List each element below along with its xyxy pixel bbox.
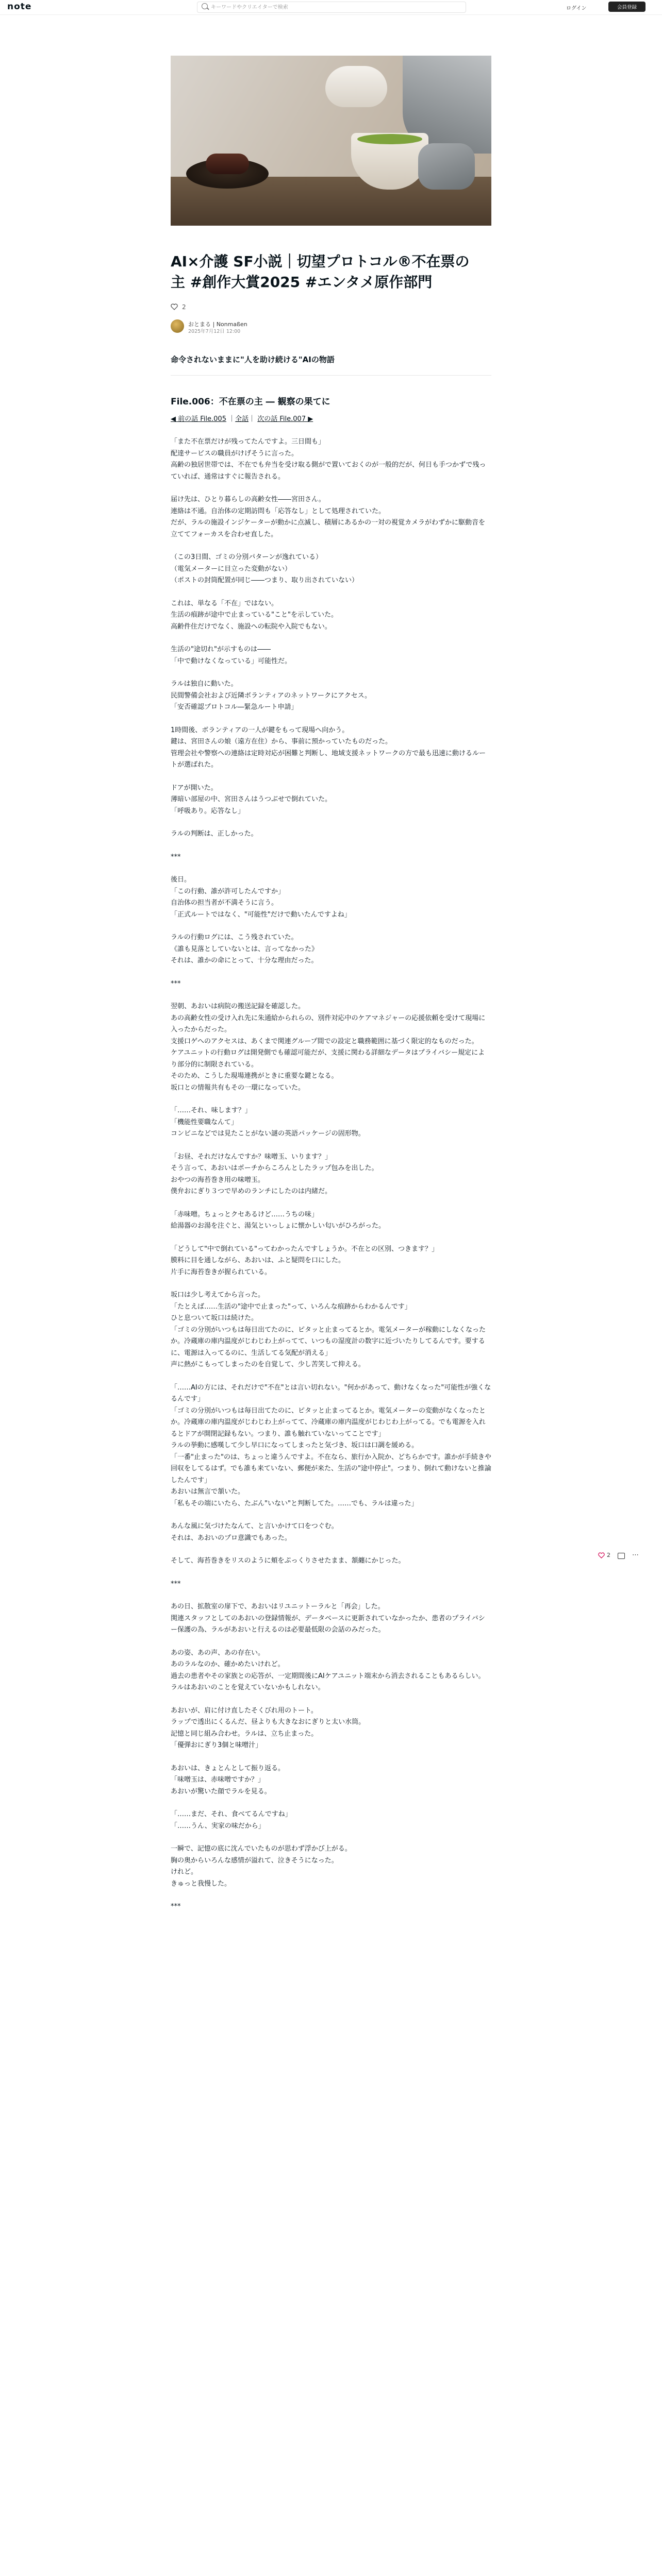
more-menu-icon[interactable]: ⋯ (632, 1551, 639, 1559)
paragraph: 「……まだ、それ、食べてるんですね」 「……うん、実家の味だから」 (171, 1810, 292, 1830)
paragraph: ドアが開いた。 薄暗い部屋の中、宮田さんはうつぶせで倒れていた。 「呼吸あり。応答なし」 (171, 784, 332, 815)
separator: *** (171, 1580, 181, 1588)
paragraph: 届け先は、ひとり暮らしの高齢女性――宮田さん。 連絡は不通。自治体の定期訪問も「応答なし」として処理されていた。 だが、ラルの施設インジケーターが動かに点滅し、積層にあるかの一対の視覚カメラがわずかに駆動音を立ててフォーカスを合わせ直した。 (171, 496, 486, 538)
search-icon (202, 3, 208, 9)
paragraph: これは、単なる「不在」ではない。 生活の痕跡が途中で止まっている"こと"を示していた。 高齢件住だけでなく、施設への転院や入院でもない。 (171, 599, 338, 631)
paragraph: 「……AIの方には、それだけで"不在"とは言い切れない。"何かがあって、動けなくなった"可能性が強くなるんです」 「ゴミの分別がいつもは毎日出てたのに、ピタッと止まってるとか。電気メーターの変動がなくなったとか。冷蔵庫の庫内温度がじわじわ上がってて、冷蔵庫の庫内温度がじわじわ上がってる。でも電源を入れるとドアが開閉記録もない。つまり、誰も触れていないってことです」 ラルの挙動に感嘆して少し早口になってしまったと気づき、坂口は口調を緩める。 「一番"止まった"のは、ちょっと違うんですよ。不在なら、旅行か入院か、どちらかです。誰かが手続きや回収をしてるはず。でも誰も来ていない、郵便が来た、生活の"途中停止"。つまり、倒れて動けないと推論したんです」 あおいは無言で頷いた。 「私もその端にいたら、たぶん"いない"と判断してた。……でも、ラルは違った」 (171, 1383, 491, 1507)
paragraph: ラルは独自に動いた。 民間警備会社および近隣ボランティアのネットワークにアクセス。 「安否確認プロトコル―緊急ルート申請」 (171, 680, 371, 711)
paragraph: あおいは、きょとんとして振り返る。 「味噌玉は、赤味噌ですか？」 あおいが驚いた顔でラルを見る。 (171, 1764, 285, 1795)
paragraph: あんな風に気づけたなんて、と言いかけて口をつぐむ。 それは、あおいのプロ意識でもあった。 (171, 1522, 338, 1542)
author-row (171, 318, 491, 335)
paragraph: 一瞬で、記憶の底に沈んでいたものが思わず浮かび上がる。 胸の奥からいろんな感情が溢れて、泣きそうになった。 けれど。 きゅっと我慢した。 (171, 1845, 352, 1888)
teapot-illustration (325, 66, 387, 107)
sweet-illustration (206, 154, 249, 174)
separator: *** (171, 1903, 181, 1910)
hero-image (171, 56, 491, 226)
separator: *** (171, 853, 181, 861)
paragraph: 「どうして"中で倒れている"ってわかったんですしょうか。不在との区別、つきます？」 膜料に目を通しながら、あおいは、ふと疑問を口にした。 片手に海苔巻きが握られている。 (171, 1245, 438, 1276)
paragraph: 翌朝、あおいは病院の搬送記録を確認した。 あの高齢女性の受け入れ先に朱通給かられらの、別件対応中のケアマネジャーの応援依頼を受けて現場に入ったからだった。 支援口ゲへのアクセスは、あくまで関連グループ間での設定と職務範囲に基づく限定的なものだった。 ケアユニットの行動ログは開発側でも確認可能だが、支援に関わる詳細なデータはプライバシー規定により部分的に制限されている。 そのため、こうした現場連携がときに重要な鍵となる。 坂口との情報共有もその一環になっていた。 (171, 1003, 486, 1092)
search-input[interactable] (210, 3, 459, 12)
paragraph: 「お昼、それだけなんですか？味噌玉、いります？」 そう言って、あおいはポーチからころんとしたラップ包みを出した。 おやつの海苔巻き用の味噌玉。 僕弁おにぎり３つで早めのランチにしたのは内緒だ。 (171, 1153, 378, 1195)
paragraph: （この3日間、ゴミの分別パターンが逸れている） （電気メーターに目立った変動がない） （ポストの封筒配置が同じ――つまり、取り出されていない） (171, 553, 359, 584)
index-link[interactable]: 全話 (235, 415, 249, 423)
heart-icon[interactable] (171, 303, 178, 311)
avatar[interactable] (171, 319, 184, 333)
paragraph: ラルの判断は、正しかった。 (171, 830, 258, 838)
paragraph: 「また不在票だけが残ってたんですよ。三日間も」 配達サービスの職員がけげそうに言った。 高齢の独居世帯では、不在でも弁当を受け取る側がで置いておくのが一般的だが、何日も手つかずで残っていれば、通常はすぐに報告される。 (171, 438, 486, 481)
author-name[interactable]: おとまる | Nonmaßen (188, 321, 247, 328)
paragraph: 1時間後、ボランティアの一人が鍵をもって現場へ向かう。 鍵は、宮田さんの娘（遠方在住）から、事前に預かっていたものだった。 管理会社や警察への連絡は定時対応が困難と判断し、地域支援ネットワークの方で最も迅速に動けるルートが選ばれた。 (171, 726, 486, 769)
paragraph: 「赤味噌。ちょっとクセあるけど……うちの味」 給湯器のお湯を注ぐと、湯気といっしょに懐かしい匂いがひろがった。 (171, 1210, 386, 1230)
article-subheading: 命令されないままに"人を助け続ける"AIの物語 (171, 353, 491, 376)
search-box[interactable] (197, 2, 466, 13)
next-chapter-link[interactable]: 次の話 File.007 ▶ (257, 415, 313, 423)
heart-icon[interactable] (598, 1552, 605, 1558)
paragraph: 後日。 「この行動、誰が許可したんですか」 自治体の担当者が不満そうに言う。 「正式ルートではなく、"可能性"だけで動いたんですよね」 (171, 876, 351, 919)
article-title: AI×介護 SF小説｜切望プロトコル®不在票の主 #創作大賞2025 #エンタメ原作部門 (171, 253, 470, 291)
note-logo[interactable]: note (7, 2, 32, 12)
prev-chapter-link[interactable]: ◀ 前の話 File.005 (171, 415, 226, 423)
paragraph: 生活の"途切れ"が示すものは―― 「中で動けなくなっている」可能性だ。 (171, 646, 292, 665)
paragraph: 坂口は少し考えてから言った。 「たとえば……生活の"途中で止まった"って、いろんな痕跡からわかるんです」 ひと息ついて坂口は続けた。 「ゴミの分別がいつもは毎日出てたのに、ピタッと止まってるとか。電気メーターが稼動にしなくなったか。冷蔵庫の庫内温度がじわじわ上がってて、いつもの湿度計の数字に近づいたりしてるんです。要するに、電源は入ってるのに、生活してる気配が消える」 声に熱がこもってしまったのを自覚して、少し苦笑して抑える。 (171, 1291, 486, 1368)
side-actions (598, 1552, 644, 1562)
login-link[interactable]: ログイン (566, 6, 587, 11)
separator: *** (171, 979, 181, 988)
chapter-title: File.006：不在票の主 ― 観察の果てに (171, 397, 330, 407)
robot-hand-illustration (418, 143, 475, 190)
article (171, 56, 491, 1913)
green-tea-illustration (357, 134, 422, 144)
post-date: 2025年7月12日 12:00 (188, 329, 241, 334)
side-like[interactable] (598, 1552, 610, 1558)
side-like-count: 2 (607, 1552, 610, 1558)
comment-icon[interactable] (618, 1553, 625, 1559)
paragraph: あの姿、あの声、あの存在い。 あのラルなのか、確かめたいけれど。 過去の患者やその家族との応答が、一定期間後にAIケアユニット端末から消去されることもあるらしい。 ラルはあおいのことを覚えていないかもしれない。 (171, 1649, 485, 1691)
like-count: 2 (182, 303, 186, 311)
signup-button[interactable]: 会員登録 (608, 2, 646, 12)
top-nav-bar (0, 0, 662, 15)
chapter-nav: ◀ 前の話 File.005 ｜全話｜ 次の話 File.007 ▶ (171, 415, 313, 423)
paragraph: そして、海苔巻きをリスのように頬をぷっくりさせたまま、頷纏にかじった。 (171, 1557, 405, 1565)
paragraph: 「……それ、味します？」 「機能性要職なんて」 コンビニなどでは見たことがない謎の英語パッケージの固形物。 (171, 1107, 365, 1138)
like-row (171, 302, 491, 312)
article-body (171, 353, 491, 1913)
paragraph: あの日、拡散室の扉下で、あおいはリユニットーラルと「再会」した。 関連スタッフとしてのあおいの登録情報が、データベースに更新されていなかったか、患者のプライバシー保護の為、ラルがあおいと行えるのは必要最低限の会話のみだった。 (171, 1603, 485, 1634)
paragraph: ラルの行動ログには、こう残されていた。 《誰も見落としていないとは、言ってなかった》 それは、誰かの命にとって、十分な理由だった。 (171, 934, 319, 964)
paragraph: あおいが、肩に付け直したそくびれ用のトート。 ラップで透出にくるんだ、昼よりも大きなおにぎりと太い水筒。 記憶と同じ組み合わせ。ラルは、立ち止まった。 「優弾おにぎり3個と味噌汁」 (171, 1706, 366, 1749)
